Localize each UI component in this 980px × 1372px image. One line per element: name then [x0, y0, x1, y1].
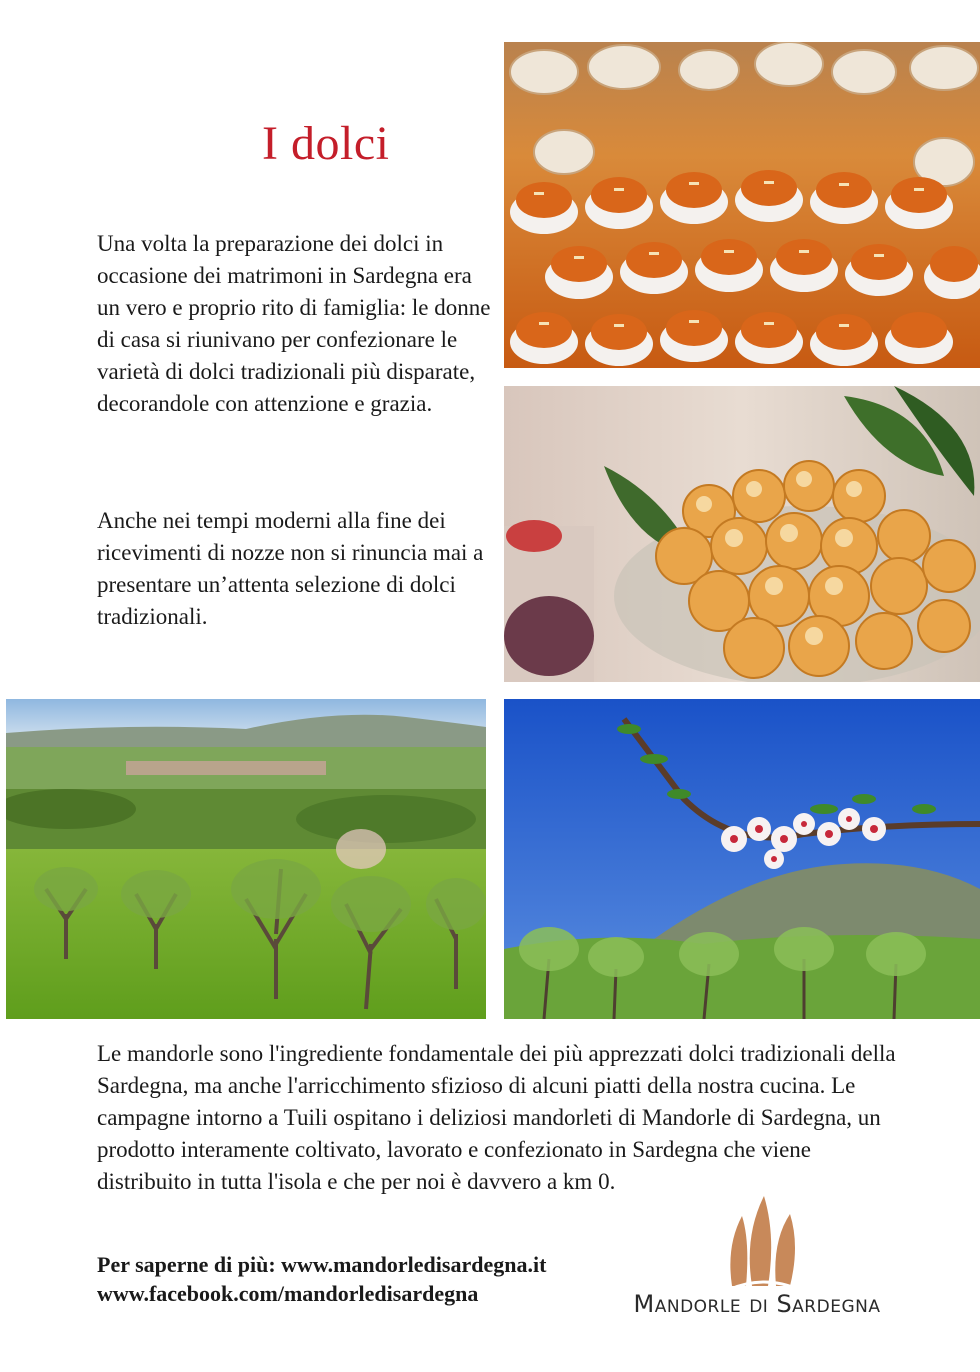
facebook-link[interactable]: www.facebook.com/mandorledisardegna [97, 1281, 479, 1306]
almond-logo-icon [724, 1186, 804, 1296]
almond-blossom-photo [504, 699, 980, 1019]
website-link[interactable]: Per saperne di più: www.mandorledisardegna.it [97, 1252, 547, 1277]
orchard-landscape-photo [6, 699, 486, 1019]
almonds-paragraph: Le mandorle sono l'ingrediente fondamentale dei più apprezzati dolci tradizionali della Sardegna, ma anche l'arricchimento sfizioso di alcuni piatti della nostra cucina. Le campagne intorno a Tuili ospitano i deliziosi mandorleti di Mandorle di Sardegna, un prodotto interamente coltivato, lavorato e confezionato in Sardegna che viene distribuito in tutta l'isola e che per noi è davvero a km 0. [97, 1041, 896, 1194]
modern-paragraph: Anche nei tempi moderni alla fine dei ricevimenti di nozze non si rinuncia mai a presentare un’attenta selezione di dolci tradizionali. [97, 508, 484, 629]
sweets-photo [504, 42, 980, 368]
contact-links [97, 1250, 546, 1308]
brand-logo [612, 1180, 902, 1330]
amaretti-photo [504, 386, 980, 682]
logo-text: Mandorle di Sardegna [633, 1290, 881, 1318]
page-title: I dolci [262, 117, 390, 170]
intro-paragraph: Una volta la preparazione dei dolci in occasione dei matrimoni in Sardegna era un vero e proprio rito di famiglia: le donne di casa si riunivano per confezionare le varietà di dolci tradizionali più disparate, decorandole con attenzione e grazia. [97, 231, 491, 416]
